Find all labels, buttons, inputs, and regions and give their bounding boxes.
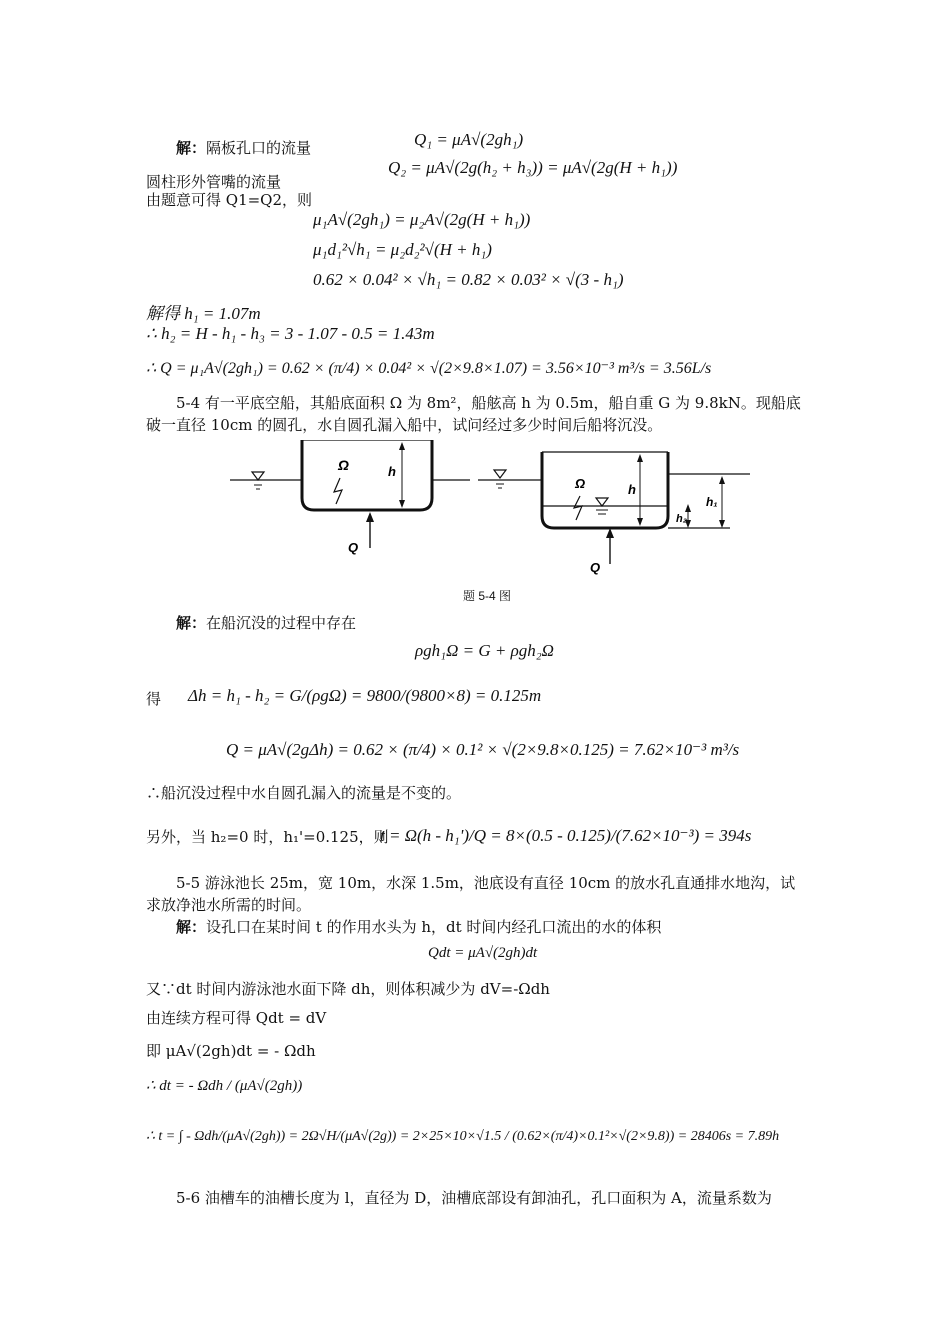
fig-label: h₁ [706,495,718,509]
equation: Qdt = μA√(2gh)dt [428,945,538,961]
water-level-icon [494,470,506,478]
text-line: 又∵dt 时间内游泳池水面下降 dh，则体积减少为 dV=-Ωdh [146,980,550,998]
equation-result: ∴ h₂ = H - h₁ - h₃ = 3 - 1.07 - 0.5 = 1.43m [146,324,435,343]
fig-label: Q [348,540,359,555]
equation: μ₁A√(2gh₁) = μ₂A√(2g(H + h₁)) [313,210,531,229]
conclusion-text: ∴船沉没过程中水自圆孔漏入的流量是不变的。 [146,784,462,802]
equation: Δh = h₁ - h₂ = G/(ρgΩ) = 9800/(9800×8) = 0.125m [188,686,542,705]
water-level-icon [252,472,264,480]
equation: ∴ t = ∫ - Ωdh/(μA√(2gh)) = 2Ω√H/(μA√(2g)) = 2×25×10×√1.5 / (0.62×(π/4)×0.1²×√(2×9.8)) = 28406s = 7.89h [146,1129,780,1144]
equation-result: 解得 h₁ = 1.07m [146,304,261,323]
equation: μ₁d₁²√h₁ = μ₂d₂²√(H + h₁) [313,240,492,259]
fig-label: h [388,464,396,479]
fig-label: Q [590,560,601,575]
equation-q2: Q₂ = μA√(2g(h₂ + h₃)) = μA√(2g(H + h₁)) [388,158,678,177]
solution-label: 解：在船沉没的过程中存在 [176,614,357,632]
solution-label: 解：隔板孔口的流量 [176,139,312,157]
text-line: 圆柱形外管嘴的流量 [146,173,282,191]
text-line: 另外，当 h₂=0 时，h₁'=0.125，则 [146,828,389,846]
problem-5-5-text: 5-5 游泳池长 25m，宽 10m，水深 1.5m，池底设有直径 10cm 的放水孔直通排水地沟，试求放净池水所需的时间。 [146,874,796,914]
problem-5-4-text: 5-4 有一平底空船，其船底面积 Ω 为 8m²，船舷高 h 为 0.5m，船自重 G 为 9.8kN。现船底破一直径 10cm 的圆孔，水自圆孔漏入船中，试问经过多少时间后船将沉没。 [146,394,801,434]
fig-label: h₂ [676,513,687,525]
text-line: 由连续方程可得 Qdt = dV [146,1009,327,1027]
equation: t = Ω(h - h₁')/Q = 8×(0.5 - 0.125)/(7.62×10⁻³) = 394s [380,826,752,845]
fig-label: h [628,482,636,497]
equation: ∴ dt = - Ωdh / (μA√(2gh)) [146,1078,303,1094]
text-line: 由题意可得 Q1=Q2，则 [146,191,313,209]
figure-caption: 题 5-4 图 [463,589,512,603]
equation: 0.62 × 0.04² × √h₁ = 0.82 × 0.03² × √(3 - h₁) [313,270,624,289]
problem-5-6-text: 5-6 油槽车的油槽长度为 l，直径为 D，油槽底部设有卸油孔，孔口面积为 A，流量系数为 [176,1189,772,1207]
solution-label: 解：设孔口在某时间 t 的作用水头为 h，dt 时间内经孔口流出的水的体积 [176,918,662,936]
figure-5-4 [230,440,760,580]
text-line: 即 μA√(2gh)dt = - Ωdh [146,1042,316,1060]
fig-label: Ω [575,476,586,491]
equation: Q = μA√(2gΔh) = 0.62 × (π/4) × 0.1² × √(2×9.8×0.125) = 7.62×10⁻³ m³/s [226,740,740,759]
text-line: 得 [146,690,162,708]
water-level-icon [596,498,608,506]
equation: ρgh₁Ω = G + ρgh₂Ω [415,641,554,660]
fig-label: Ω [338,457,349,473]
equation-result: ∴ Q = μ₁A√(2gh₁) = 0.62 × (π/4) × 0.04² × √(2×9.8×1.07) = 3.56×10⁻³ m³/s = 3.56L/s [146,360,712,377]
equation-q1: Q₁ = μA√(2gh₁) [414,130,524,149]
